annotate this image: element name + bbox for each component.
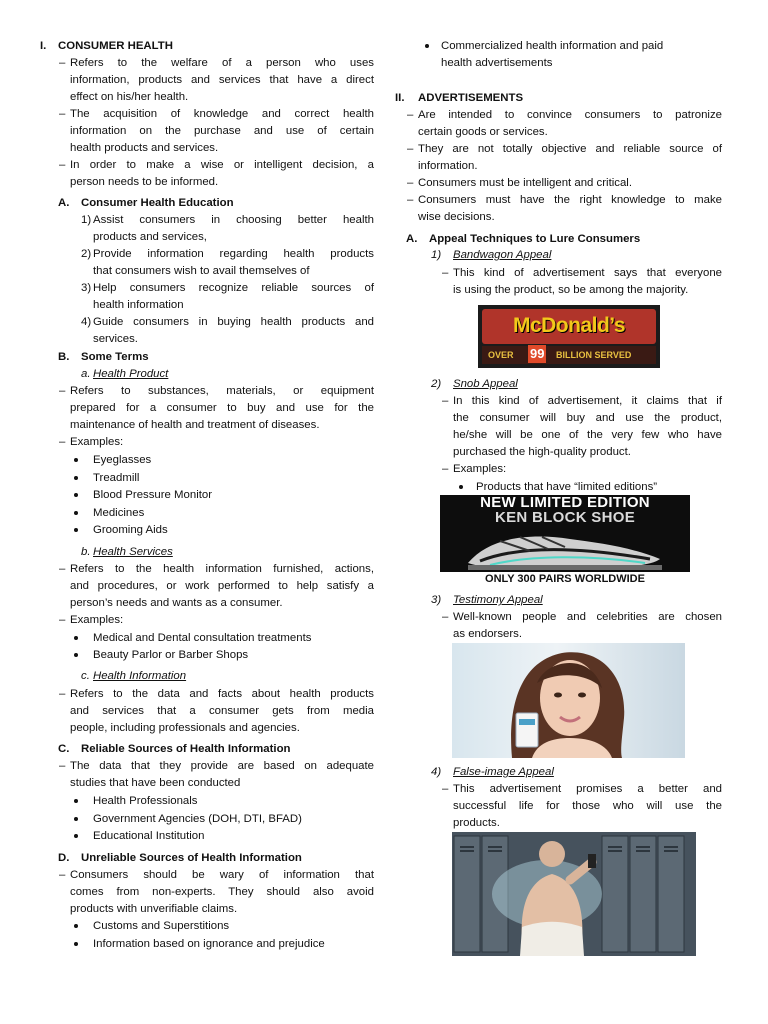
text-line: and services that a consumer gets from media (70, 705, 374, 717)
bullet-icon (74, 493, 78, 497)
text-line: information, products and services that have a direct (70, 74, 374, 86)
text-line: people, including professionals and agencies. (70, 722, 300, 734)
term-letter: a. (81, 368, 91, 380)
served-label: BILLION SERVED (556, 350, 632, 360)
subsection-number: A. (58, 197, 70, 209)
text-line: and procedures, or work performed to help satisfy a (70, 580, 374, 592)
text-line: person needs to be informed. (70, 176, 219, 188)
text-line: products with unverifiable claims. (70, 903, 238, 915)
appeal-number: 3) (431, 594, 442, 606)
text-line: – Refers to the welfare of a person who uses (70, 55, 374, 72)
celebrity-endorser-image (452, 643, 685, 758)
text-line: is using the product, so be among the majority. (453, 284, 689, 296)
text-line: Help consumers recognize reliable sources of (93, 282, 374, 294)
bullet-icon (425, 44, 429, 48)
appeal-title: Testimony Appeal (453, 594, 543, 606)
text-line: information on the purchase and use of certain (70, 125, 374, 137)
list-item: Grooming Aids (93, 524, 168, 536)
appeal-title: Bandwagon Appeal (453, 249, 552, 261)
text-line: products and services, (93, 231, 207, 243)
section-number: I. (40, 40, 47, 52)
shoe-icon (460, 525, 670, 573)
limited-edition-shoe-ad-image (440, 495, 690, 586)
text-line: – Consumers should be wary of information that (70, 867, 374, 884)
text-line: the consumer will buy and use the product, (453, 412, 722, 424)
bullet-icon (74, 653, 78, 657)
text-line: Commercialized health information and paid (441, 40, 664, 52)
examples-label: – Examples: (70, 434, 123, 451)
text-line: – In order to make a wise or intelligent decision, a (70, 157, 374, 174)
text-line: – The acquisition of knowledge and correct health (70, 106, 374, 123)
text-line: he/she will be one of the very few who have (453, 429, 722, 441)
text-line: – They are not totally objective and reliable source of (418, 141, 722, 158)
examples-label: – Examples: (70, 612, 123, 629)
bullet-icon (74, 924, 78, 928)
celebrity-portrait-icon (452, 643, 685, 758)
mcdonalds-ad-image (478, 305, 660, 368)
bullet-icon (74, 511, 78, 515)
bullet-icon (74, 942, 78, 946)
text-line: – The data that they provide are based on adequate (70, 758, 374, 775)
list-item: Medicines (93, 507, 145, 519)
term-letter: b. (81, 546, 91, 558)
list-item: Information based on ignorance and prejudice (93, 938, 325, 950)
text-line: successful life for those who will use the (453, 800, 722, 812)
list-number: 4) (81, 316, 92, 328)
text-line: studies that have been conducted (70, 777, 241, 789)
bullet-icon (459, 485, 463, 489)
appeal-title: False-image Appeal (453, 766, 554, 778)
section-number: II. (395, 92, 405, 104)
text-line: – Are intended to convince consumers to patronize (418, 107, 722, 124)
text-line: purchased the high-quality product. (453, 446, 631, 458)
text-line: – Consumers must have the right knowledge to make (418, 192, 722, 209)
bullet-icon (74, 636, 78, 640)
subsection-number: C. (58, 743, 70, 755)
list-item: Government Agencies (DOH, DTI, BFAD) (93, 813, 302, 825)
text-line: prepared for a consumer to buy and use for the (70, 402, 374, 414)
term-title: Health Services (93, 546, 173, 558)
term-title: Health Product (93, 368, 169, 380)
headline-line-2: KEN BLOCK SHOE (494, 509, 636, 526)
list-number: 1) (81, 214, 92, 226)
bullet-icon (74, 476, 78, 480)
term-title: Health Information (93, 670, 187, 682)
text-line: person’s needs and wants as a consumer. (70, 597, 283, 609)
text-line: health information (93, 299, 184, 311)
text-line: effect on his/her health. (70, 91, 189, 103)
text-line: – Refers to the health information furnished, actions, (70, 561, 374, 578)
examples-label: – Examples: (453, 461, 506, 478)
over-label: OVER (488, 350, 514, 360)
footer-text: ONLY 300 PAIRS WORLDWIDE (485, 573, 645, 585)
text-line: information. (418, 160, 478, 172)
subsection-title: Consumer Health Education (81, 197, 234, 209)
text-line: health advertisements (441, 57, 553, 69)
term-letter: c. (81, 670, 90, 682)
served-number: 99 (530, 346, 545, 361)
section-title: ADVERTISEMENTS (418, 92, 524, 104)
list-item: Products that have “limited editions” (476, 481, 658, 493)
text-line: certain goods or services. (418, 126, 548, 138)
text-line: as endorsers. (453, 628, 523, 640)
text-line: Provide information regarding health products (93, 248, 374, 260)
text-line: – Consumers must be intelligent and critical. (418, 175, 632, 192)
subsection-title: Appeal Techniques to Lure Consumers (429, 233, 641, 245)
bullet-icon (74, 458, 78, 462)
list-item: Customs and Superstitions (93, 920, 230, 932)
subsection-number: B. (58, 351, 70, 363)
text-line: that consumers wish to avail themselves of (93, 265, 310, 277)
bullet-icon (74, 834, 78, 838)
appeal-title: Snob Appeal (453, 378, 518, 390)
subsection-number: D. (58, 852, 70, 864)
subsection-number: A. (406, 233, 418, 245)
list-item: Beauty Parlor or Barber Shops (93, 649, 249, 661)
text-line: – Well-known people and celebrities are chosen (453, 609, 722, 626)
appeal-number: 1) (431, 249, 442, 261)
subsection-title: Some Terms (81, 351, 149, 363)
text-line: services. (93, 333, 138, 345)
locker-room-scene-icon (452, 832, 696, 956)
list-item: Eyeglasses (93, 454, 152, 466)
list-item: Treadmill (93, 472, 140, 484)
text-line: – Refers to substances, materials, or equipment (70, 383, 374, 400)
list-number: 3) (81, 282, 92, 294)
list-item: Educational Institution (93, 830, 205, 842)
bullet-icon (74, 817, 78, 821)
brand-name: McDonald’s (512, 314, 626, 337)
bullet-icon (74, 528, 78, 532)
subsection-title: Reliable Sources of Health Information (81, 743, 291, 755)
subsection-title: Unreliable Sources of Health Information (81, 852, 302, 864)
headline-line-1: NEW LIMITED EDITION (480, 495, 650, 511)
text-line: – This advertisement promises a better and (453, 781, 722, 798)
text-line: – In this kind of advertisement, it claims that if (453, 393, 722, 410)
text-line: Guide consumers in buying health products and (93, 316, 374, 328)
text-line: Assist consumers in choosing better health (93, 214, 374, 226)
section-title: CONSUMER HEALTH (58, 40, 173, 52)
text-line: maintenance of health and treatment of diseases. (70, 419, 320, 431)
list-item: Health Professionals (93, 795, 198, 807)
list-item: Medical and Dental consultation treatments (93, 632, 312, 644)
text-line: comes from non-experts. They should also avoid (70, 886, 374, 898)
appeal-number: 2) (431, 378, 442, 390)
text-line: – Refers to the data and facts about health products (70, 686, 374, 703)
text-line: wise decisions. (418, 211, 495, 223)
body-spray-ad-image (452, 832, 696, 956)
text-line: – This kind of advertisement says that everyone (453, 265, 722, 282)
appeal-number: 4) (431, 766, 442, 778)
list-number: 2) (81, 248, 92, 260)
list-item: Blood Pressure Monitor (93, 489, 213, 501)
text-line: health products and services. (70, 142, 219, 154)
bullet-icon (74, 799, 78, 803)
text-line: products. (453, 817, 500, 829)
